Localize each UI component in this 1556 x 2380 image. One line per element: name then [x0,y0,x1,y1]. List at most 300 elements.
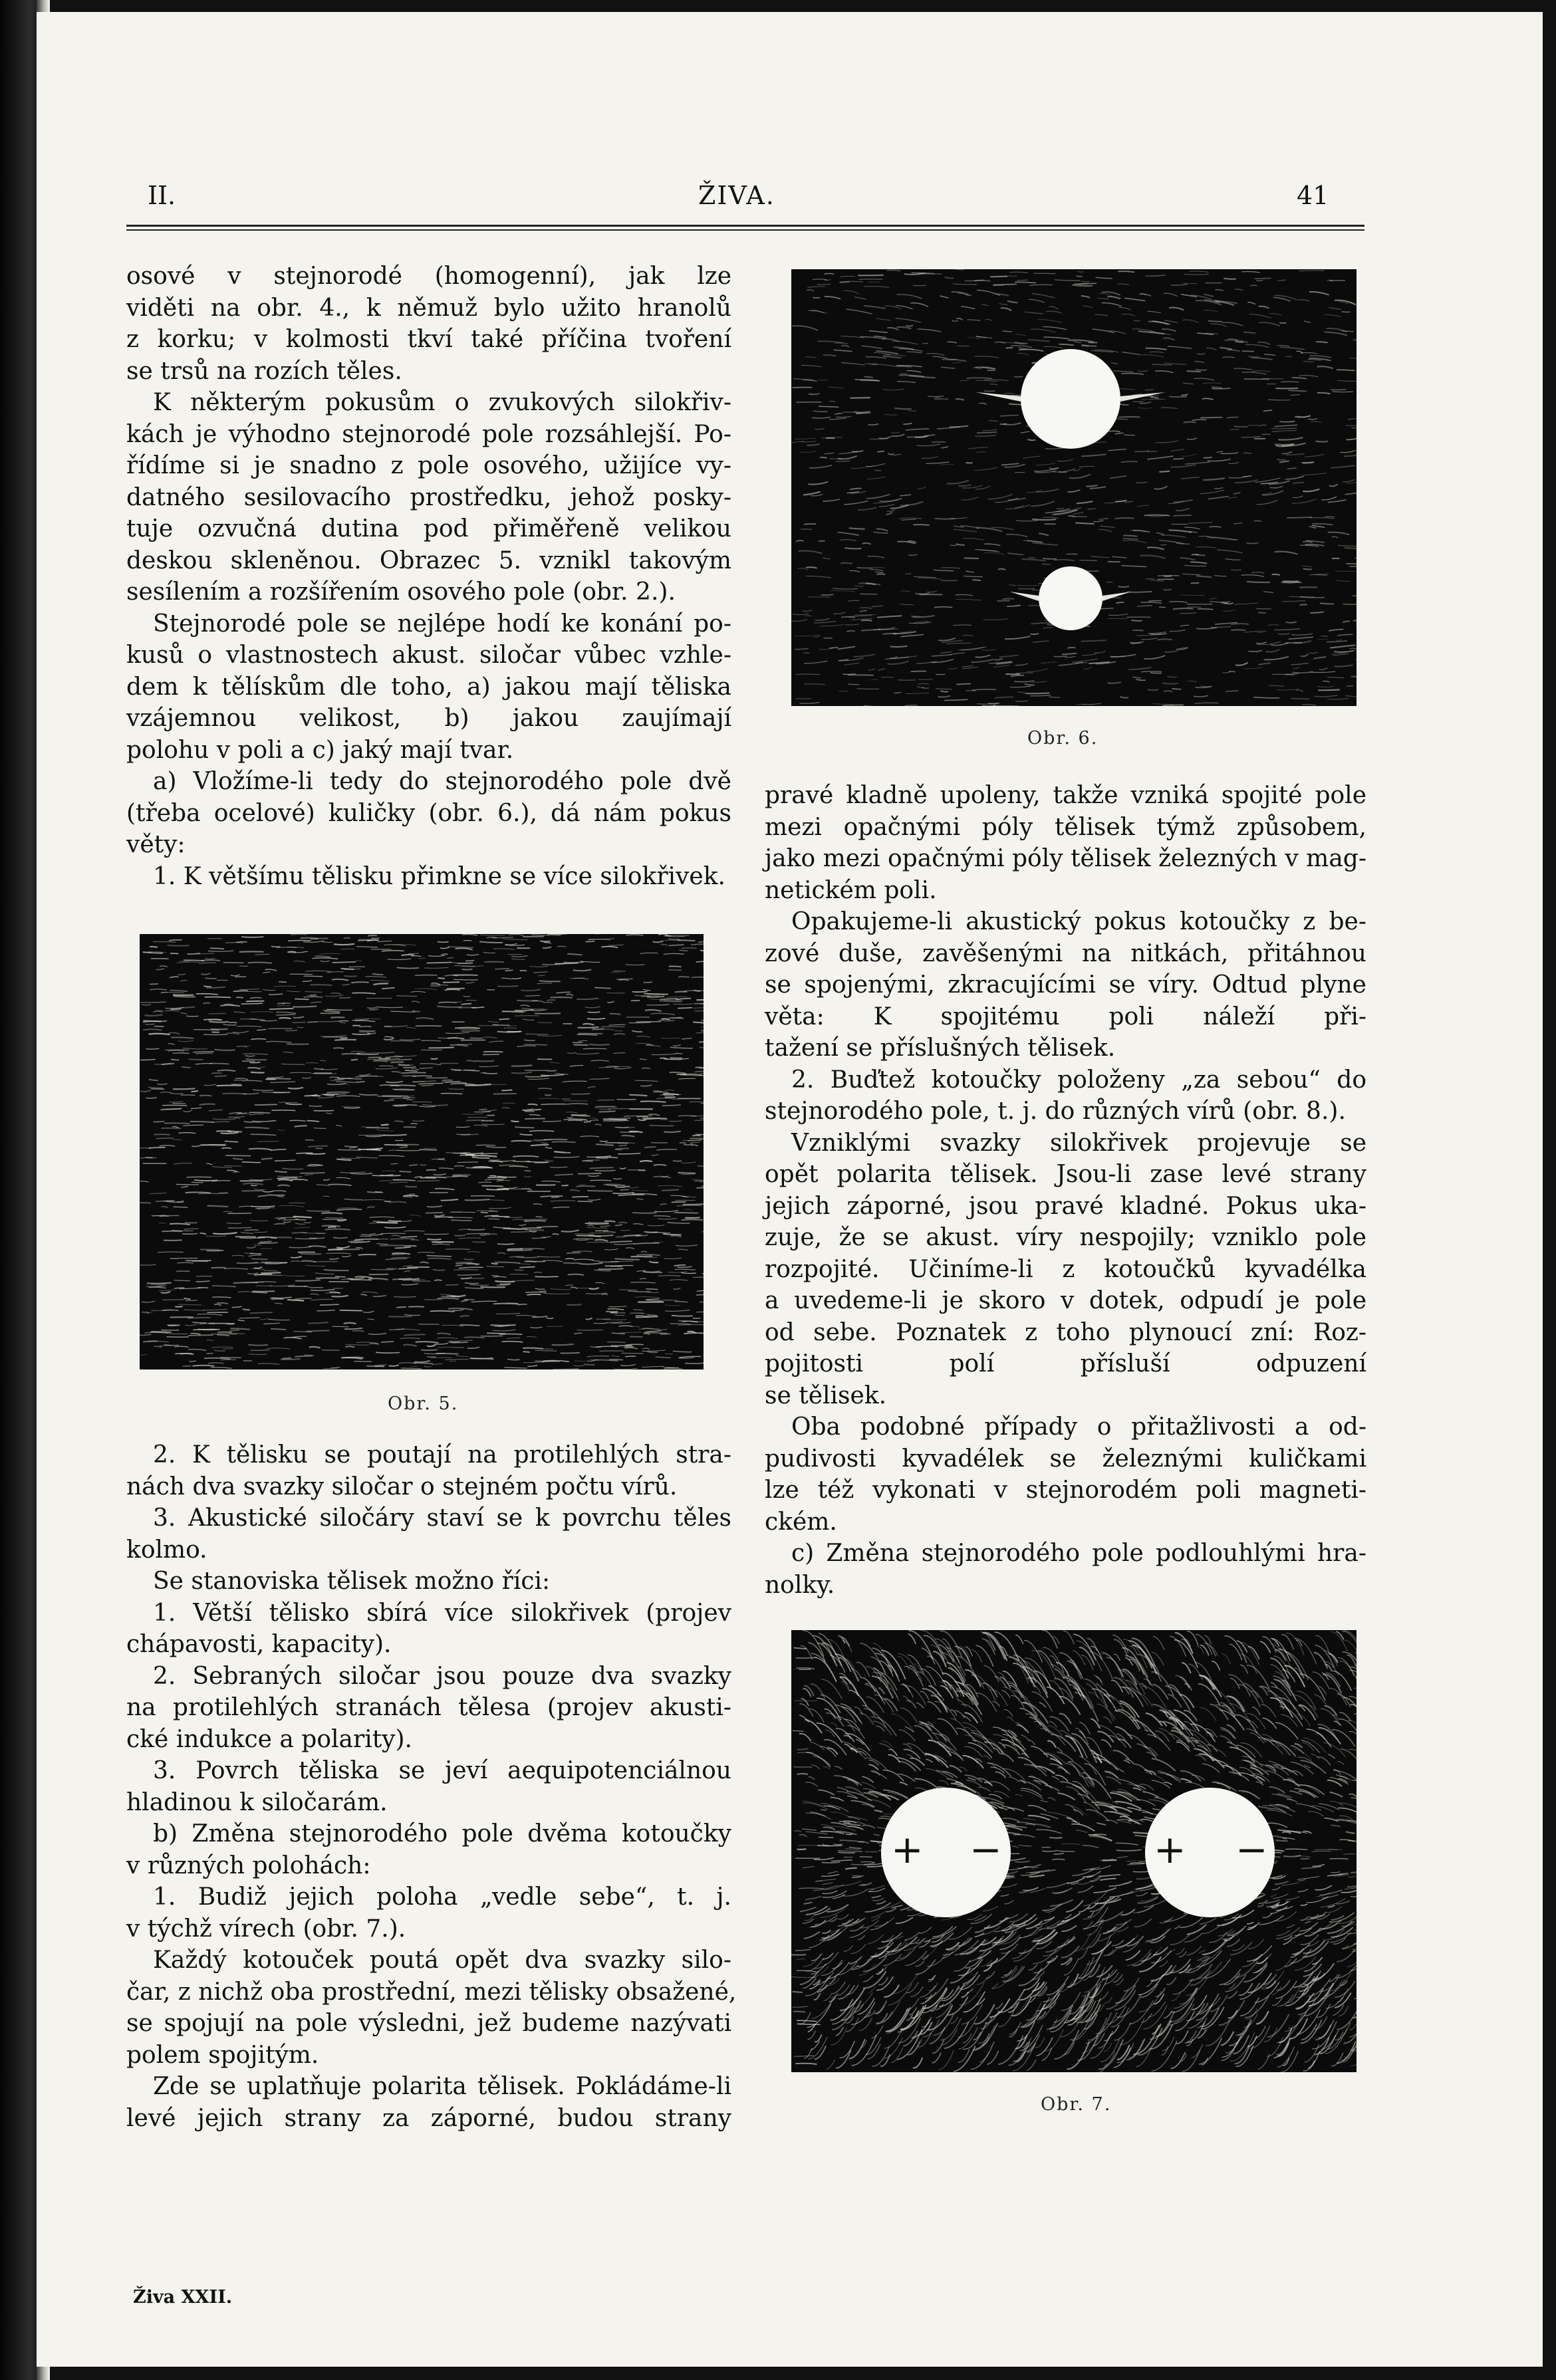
field-line-streak [246,1059,266,1060]
field-line-streak [643,1348,650,1349]
field-line-streak [1008,553,1023,555]
field-line-streak [360,1074,370,1076]
field-line-streak [378,1052,394,1053]
field-line-streak [872,2047,889,2066]
paragraph: 3. Povrch těliska se jeví aequipotenciálnou [153,1757,731,1784]
field-line-streak [1116,1919,1132,1925]
field-line-streak [1309,1812,1323,1816]
field-line-streak [277,1006,290,1007]
field-line-streak [1292,634,1313,635]
field-line-streak [1252,371,1270,372]
field-line-streak [1325,332,1347,335]
field-line-streak [1230,1644,1242,1660]
field-line-streak [251,1039,265,1040]
field-line-streak [1114,1750,1129,1759]
field-line-streak [983,705,995,706]
field-line-streak [813,417,830,418]
field-line-streak [681,1075,704,1076]
field-line-streak [809,1940,825,1948]
field-line-streak [1160,1961,1168,1967]
field-line-streak [1015,681,1034,682]
field-line-streak [1211,324,1227,326]
field-line-streak [577,1034,596,1035]
field-line-streak [1317,1732,1325,1738]
field-line-streak [821,625,844,626]
field-line-streak [590,1120,598,1121]
field-line-streak [664,953,684,954]
field-line-streak [277,1014,295,1015]
field-line-streak [1319,1804,1339,1810]
field-line-streak [956,594,973,595]
field-line-streak [155,1346,162,1347]
field-line-streak [608,1309,624,1310]
field-line-streak [428,1239,441,1240]
field-line-streak [331,993,340,994]
field-line-streak [573,1251,592,1252]
field-line-streak [797,1668,815,1669]
field-line-streak [326,1229,350,1230]
field-line-streak [1136,482,1147,483]
field-line-streak [251,1350,269,1351]
field-line-streak [535,1272,542,1273]
field-line-streak [530,1231,536,1232]
field-line-streak [211,948,224,949]
field-line-streak [1009,585,1015,586]
field-line-streak [384,1100,394,1101]
field-line-streak [346,1344,369,1345]
field-line-streak [1351,1869,1357,1873]
field-line-streak [309,1322,328,1323]
field-line-streak [1124,1760,1130,1763]
field-line-streak [291,934,306,935]
field-line-streak [700,1118,704,1119]
field-line-streak [674,1265,685,1266]
field-line-streak [871,679,877,680]
field-line-streak [319,1021,340,1022]
field-line-streak [1180,625,1189,626]
field-line-streak [939,696,950,697]
field-line-streak [149,1147,165,1148]
field-line-streak [432,983,440,985]
field-line-streak [1032,294,1055,298]
field-line-streak [1348,418,1357,419]
field-line-streak [1186,1979,1207,1996]
field-line-streak [505,970,513,971]
field-line-streak [1104,1717,1112,1723]
field-line-streak [479,1182,491,1183]
field-line-streak [1316,2020,1334,2040]
field-line-streak [340,1310,362,1311]
field-line-streak [545,1095,551,1096]
field-line-streak [1304,1738,1326,1752]
field-line-streak [575,1333,582,1334]
field-line-streak [690,1142,700,1143]
field-line-streak [1162,535,1186,537]
field-line-streak [1144,1899,1168,1907]
paragraph-cont: stejnorodého pole, t. j. do různých vírů (obr. 8.). [765,1098,1346,1125]
field-line-streak [834,612,845,614]
field-line-streak [1117,1850,1142,1851]
field-line-streak [267,1077,283,1078]
field-line-streak [644,1334,650,1335]
field-line-streak [1156,371,1173,373]
field-line-streak [1037,1830,1061,1834]
field-line-streak [516,1315,536,1316]
field-line-streak [939,638,956,640]
field-line-streak [1152,1672,1174,1696]
field-line-streak [1247,1665,1269,1688]
field-line-streak [404,1067,416,1068]
field-line-streak [212,1347,233,1348]
field-line-streak [295,1227,309,1229]
field-line-streak [1293,378,1307,379]
field-line-streak [862,1826,874,1828]
field-line-streak [348,1278,364,1279]
field-line-streak [585,1223,608,1224]
field-line-streak [159,1290,174,1291]
field-line-streak [1148,311,1161,313]
paragraph: K některým pokusům o zvukových silokřiv- [153,389,731,416]
field-line-streak [976,336,985,338]
field-line-streak [1122,373,1144,374]
field-line-streak [884,414,897,415]
field-line-streak [995,659,1003,660]
field-line-streak [588,1199,600,1200]
field-line-streak [1315,1653,1327,1668]
field-line-streak [1235,603,1258,604]
paragraph: 2. Buďtež kotoučky položeny „za sebou“ do [791,1066,1366,1094]
field-line-streak [1195,361,1204,362]
field-line-streak [1286,622,1296,623]
field-line-streak [874,1834,879,1836]
field-line-streak [629,1022,650,1023]
field-line-streak [1002,463,1019,465]
field-line-streak [983,619,1008,620]
field-line-streak [1118,271,1134,272]
field-line-streak [1171,465,1195,467]
field-line-streak [1271,1740,1296,1756]
field-line-streak [1229,462,1239,463]
paragraph-cont: pudivosti kyvadélek se železnými kuličkami lze též vykonati v stejnorodém poli magneti- ckém. [765,1445,1366,1536]
field-line-streak [553,1207,569,1208]
field-line-streak [1350,648,1357,649]
field-line-streak [933,356,947,358]
field-line-streak [692,977,704,979]
field-line-streak [945,699,968,700]
field-line-streak [975,467,998,470]
field-line-streak [526,1292,546,1293]
field-line-streak [1158,579,1173,580]
field-line-streak [867,495,890,499]
field-line-streak [384,1038,394,1040]
field-line-streak [702,1186,704,1187]
field-line-streak [610,1241,632,1242]
field-line-streak [440,1294,450,1295]
field-line-streak [823,1891,837,1893]
field-line-streak [1048,1812,1072,1818]
field-line-streak [242,1162,260,1163]
paragraph-cont: na protilehlých stranách tělesa (projev akusti- cké indukce a polarity). [126,1694,731,1753]
field-line-streak [898,382,915,383]
field-line-streak [409,953,419,954]
paragraph: Každý kotouček poutá opět dva svazky silo- [153,1947,731,1974]
field-line-streak [340,1172,365,1173]
field-line-streak [1241,1655,1257,1673]
field-line-streak [172,1037,193,1038]
field-line-streak [1280,421,1295,422]
field-line-streak [272,1297,291,1298]
field-line-streak [472,1155,496,1157]
field-line-streak [380,1175,400,1176]
field-line-streak [512,1065,532,1066]
field-line-streak [641,1085,652,1086]
field-line-streak [438,942,448,943]
field-line-streak [1275,552,1297,554]
field-line-streak [1142,638,1157,640]
field-line-streak [1017,585,1039,586]
field-line-streak [928,396,944,397]
field-line-streak [1097,298,1108,300]
field-line-streak [682,1273,696,1274]
field-line-streak [436,1189,454,1190]
field-line-streak [1311,671,1335,672]
field-line-streak [350,1173,372,1174]
field-line-streak [989,495,1013,499]
field-line-streak [1031,695,1050,696]
field-line-streak [455,1166,464,1167]
field-line-streak [585,1007,600,1008]
field-line-streak [279,1205,304,1207]
field-line-streak [373,974,383,975]
field-line-streak [1080,1647,1095,1665]
field-line-streak [1277,689,1299,690]
field-line-streak [1099,519,1108,520]
field-line-streak [275,1160,295,1161]
field-line-streak [1319,667,1327,669]
field-line-streak [1244,1683,1258,1697]
field-line-streak [142,1312,149,1313]
field-line-streak [846,1868,856,1869]
field-line-streak [1331,1632,1347,1651]
field-line-streak [1248,302,1255,304]
field-line-streak [529,1104,537,1105]
field-line-streak [1228,1992,1237,1998]
field-line-streak [174,1163,192,1164]
field-line-streak [830,1812,850,1818]
field-line-streak [664,1305,680,1306]
field-line-streak [1347,438,1357,439]
field-line-streak [842,346,848,347]
field-line-streak [1259,663,1270,665]
field-line-streak [1218,550,1242,552]
paragraph: 1. K většímu tělisku přimkne se více silokřivek. [153,862,725,890]
field-line-streak [1121,461,1137,462]
field-line-streak [1321,636,1328,637]
field-line-streak [1332,2053,1343,2066]
field-line-streak [267,1042,291,1043]
field-line-streak [1035,1963,1050,1973]
field-line-streak [892,435,904,437]
field-line-streak [482,1110,497,1111]
field-line-streak [1001,308,1011,310]
field-line-streak [1041,1800,1047,1802]
field-line-streak [465,1199,489,1200]
field-line-streak [686,1363,704,1364]
field-line-streak [525,1230,543,1231]
field-line-streak [154,941,176,942]
field-line-streak [474,1125,487,1126]
field-line-streak [213,1233,237,1234]
field-line-streak [579,1173,601,1174]
field-line-streak [945,277,953,279]
field-line-streak [850,570,860,572]
field-line-streak [1200,490,1224,494]
field-line-streak [455,948,472,949]
field-line-streak [255,1232,267,1233]
field-line-streak [1251,285,1257,286]
field-line-streak [1050,1717,1069,1730]
field-line-streak [642,1328,652,1329]
field-line-streak [884,306,901,309]
field-line-streak [808,2024,815,2032]
field-line-streak [702,1030,704,1031]
field-line-streak [1342,331,1354,332]
field-line-streak [385,1227,406,1228]
field-line-streak [1283,601,1305,602]
field-line-streak [895,408,911,409]
field-line-streak [956,599,981,600]
field-line-streak [1285,2006,1310,2031]
field-line-streak [914,2058,923,2068]
field-line-streak [184,1110,192,1112]
field-line-streak [530,966,548,967]
field-line-streak [248,1068,260,1069]
field-line-streak [360,1236,371,1237]
field-line-streak [566,1285,573,1286]
field-line-streak [846,2018,858,2032]
field-line-streak [1062,1947,1079,1958]
field-line-streak [979,403,986,404]
field-line-streak [634,1224,643,1225]
field-line-streak [614,1244,633,1245]
field-line-streak [402,1284,418,1285]
field-line-streak [221,1005,239,1006]
field-line-streak [1005,636,1030,639]
field-line-streak [908,410,916,411]
field-line-streak [196,1053,213,1054]
field-line-streak [806,1782,817,1786]
field-line-streak [481,1153,497,1154]
field-line-streak [1297,1877,1319,1880]
field-line-streak [197,1314,222,1316]
field-line-streak [1284,1780,1299,1786]
field-line-streak [1176,1949,1184,1955]
field-line-streak [1353,340,1357,342]
field-line-streak [321,1060,326,1061]
field-line-streak [350,1147,356,1148]
field-line-streak [334,1237,348,1238]
field-line-streak [637,1270,646,1271]
field-line-streak [493,1227,509,1228]
field-line-streak [841,276,855,277]
field-line-streak [851,466,874,469]
field-line-streak [1301,545,1319,546]
field-line-streak [918,329,941,332]
field-line-streak [1276,1723,1298,1739]
field-line-streak [1168,1695,1182,1707]
field-line-streak [612,1356,620,1357]
field-line-streak [1036,463,1055,465]
field-line-streak [1331,1872,1341,1873]
field-line-streak [1147,1981,1153,1986]
field-line-streak [935,607,952,608]
field-line-streak [1200,1708,1216,1721]
field-line-streak [144,1029,162,1030]
field-line-streak [247,991,261,992]
field-line-streak [801,366,821,367]
field-line-streak [431,1311,454,1312]
field-line-streak [190,1361,196,1362]
field-line-streak [1329,1754,1335,1758]
field-line-streak [305,991,321,992]
field-line-streak [1050,468,1057,469]
field-line-streak [1212,1661,1220,1670]
field-line-streak [1118,586,1128,587]
field-line-streak [290,1120,305,1121]
field-line-streak [345,1328,362,1329]
field-line-streak [233,1031,249,1032]
field-line-streak [1241,437,1260,438]
field-line-streak [848,684,859,685]
field-line-streak [503,939,528,940]
field-line-streak [388,1150,394,1151]
field-line-streak [431,1058,437,1059]
field-line-streak [680,1356,700,1357]
field-line-streak [1118,284,1129,285]
field-line-streak [586,941,594,942]
field-line-streak [1349,2016,1357,2037]
field-line-streak [1287,1925,1294,1928]
field-line-streak [817,1723,842,1742]
field-line-streak [861,1677,875,1691]
field-line-streak [509,1166,528,1167]
field-line-streak [1111,363,1117,364]
field-line-streak [614,1315,624,1316]
field-line-streak [1301,352,1317,353]
field-line-streak [1205,1635,1212,1643]
field-line-streak [510,1256,524,1257]
paragraph: 1. Budiž jejich poloha „vedle sebe“, t. j. [153,1883,731,1911]
field-line-streak [453,1176,467,1177]
field-line-streak [463,934,477,935]
field-line-streak [664,940,680,941]
field-line-streak [156,1138,173,1139]
field-line-streak [1234,426,1247,427]
field-line-streak [1101,1879,1116,1880]
field-line-streak [842,363,864,365]
field-line-streak [310,995,316,996]
field-line-streak [428,1345,436,1346]
field-line-streak [205,997,230,998]
field-line-streak [846,1834,852,1835]
field-line-streak [954,1961,970,1971]
field-line-streak [1188,438,1197,439]
field-line-streak [906,1982,918,1993]
field-line-streak [1082,296,1090,298]
paragraph-cont: chápavosti, kapacity). [126,1631,392,1658]
field-line-streak [905,705,917,706]
field-line-streak [932,659,953,663]
